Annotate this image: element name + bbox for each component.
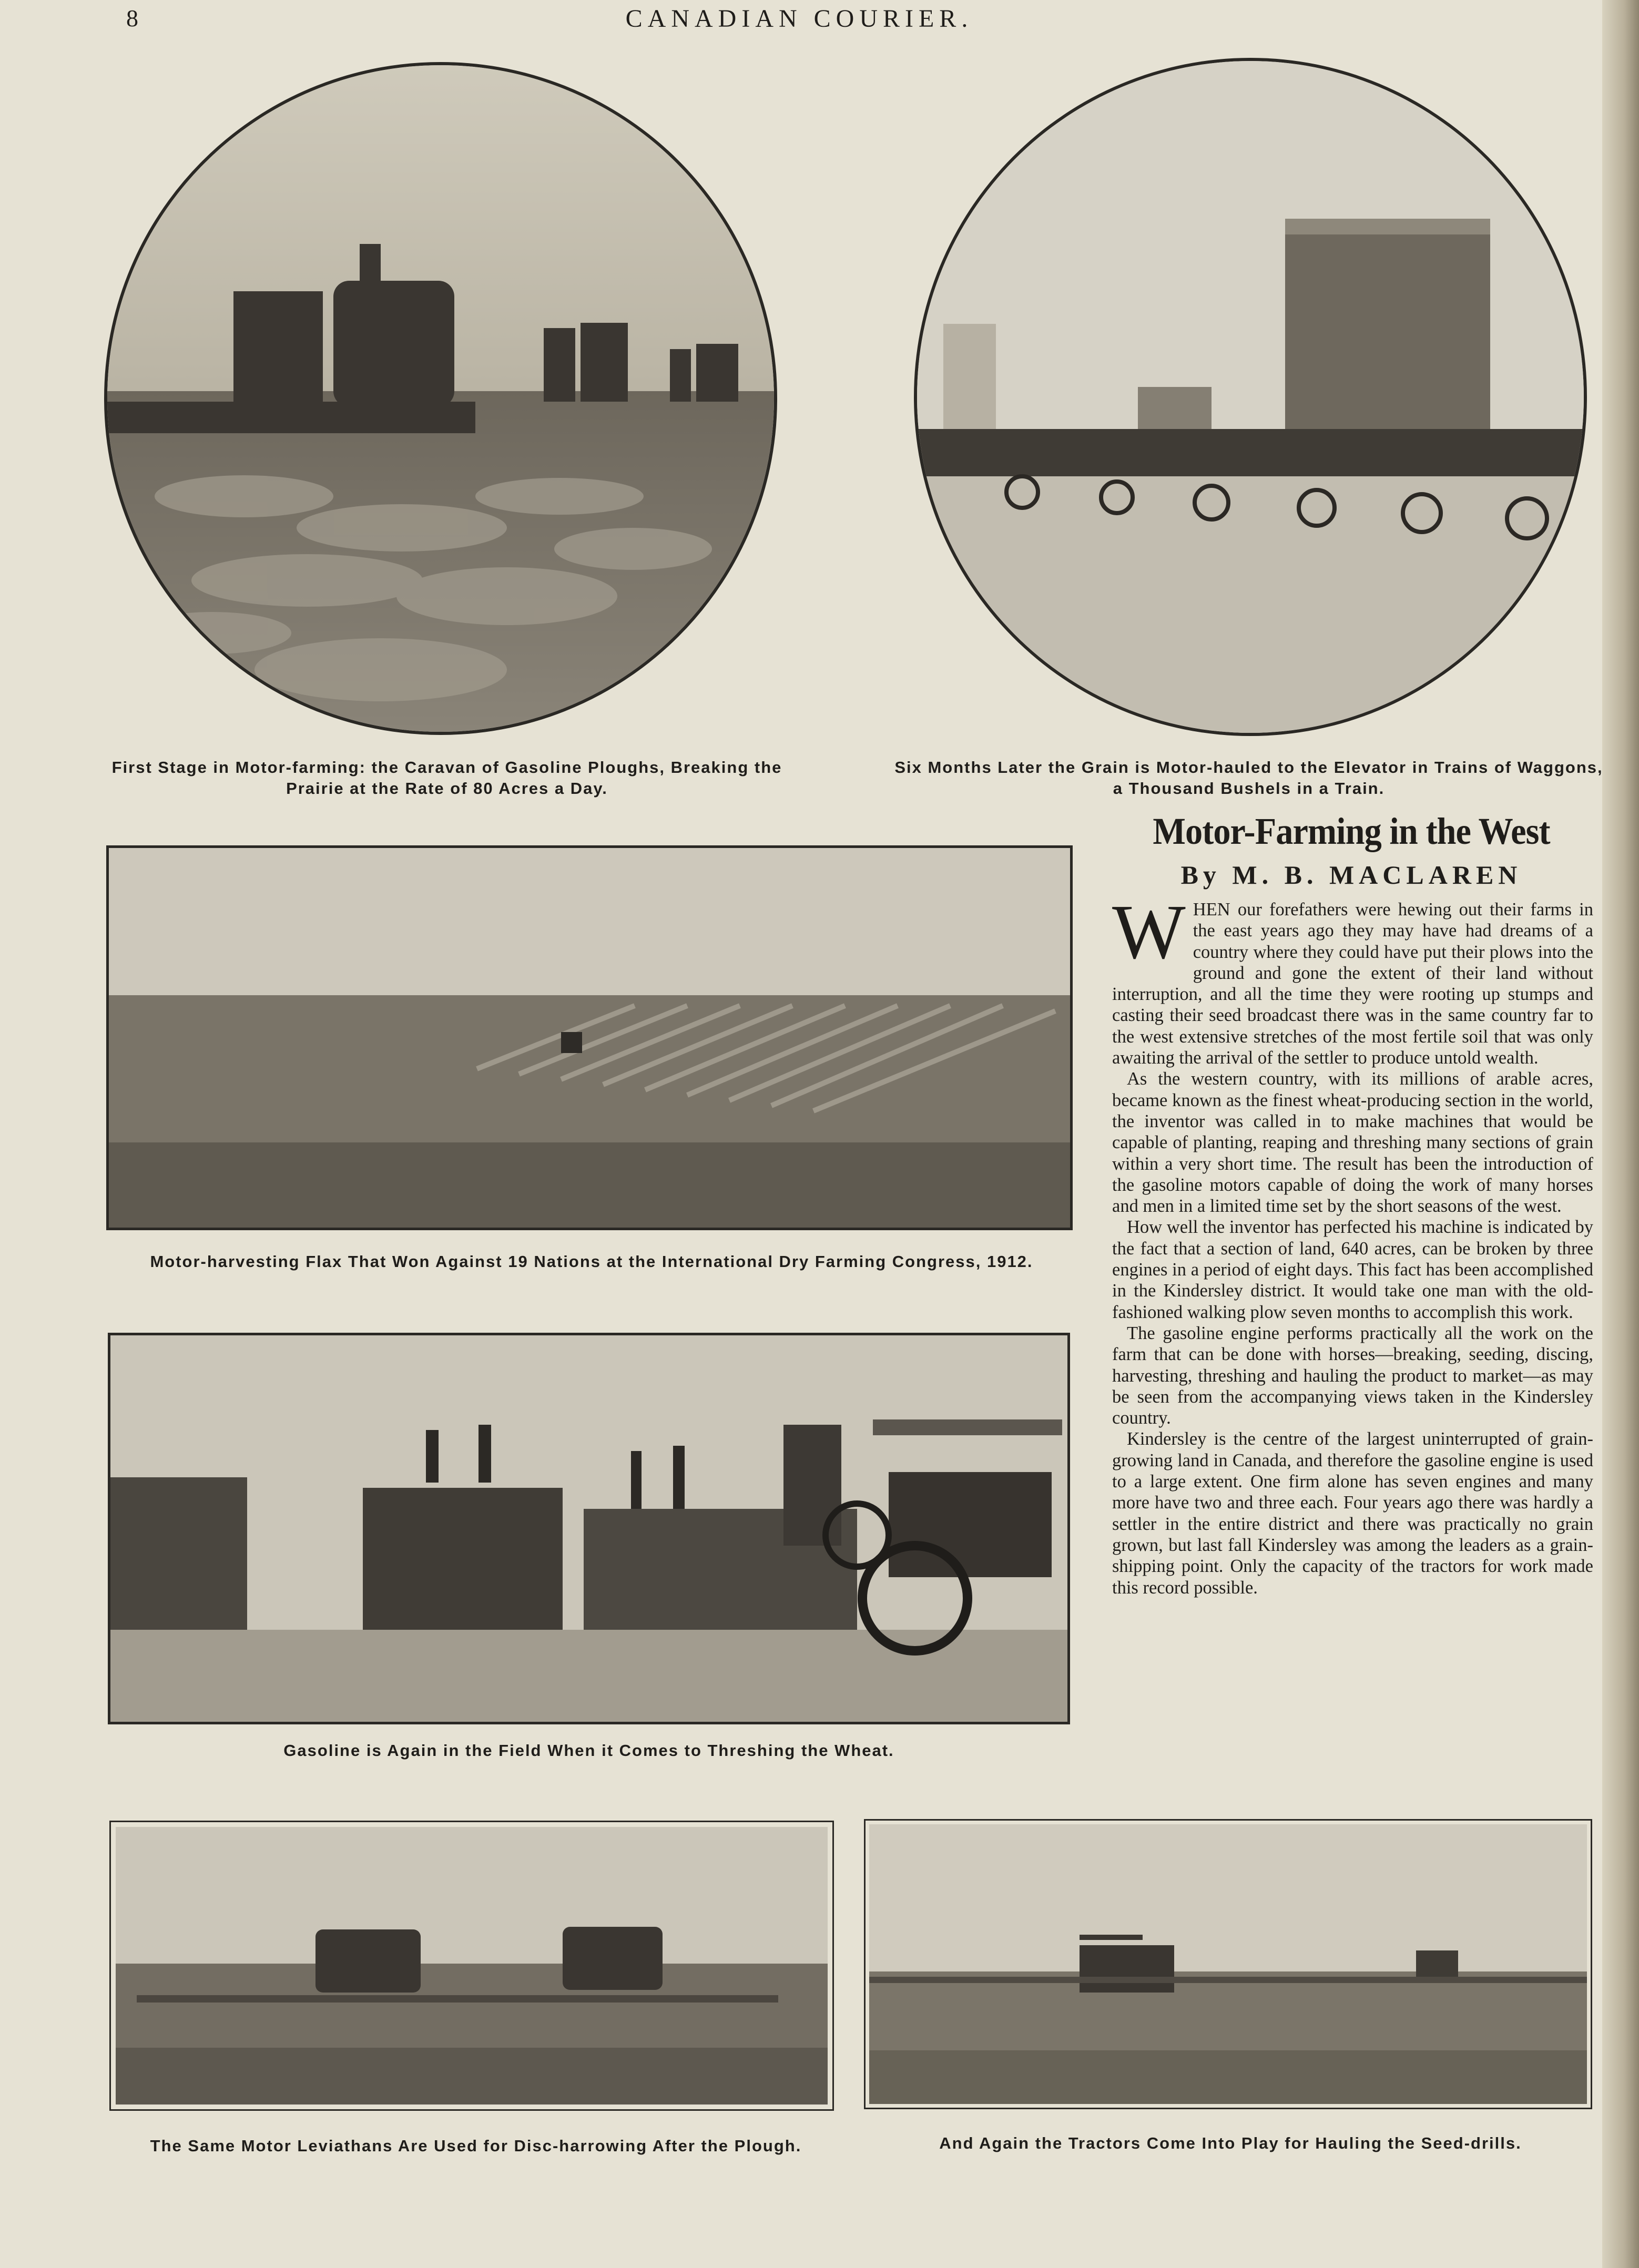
photo-seed-drills [869, 1824, 1587, 2104]
photo-harrowing [116, 1827, 828, 2104]
photo-ploughs [104, 62, 777, 735]
article-body [1112, 889, 1593, 1598]
caption-harrowing: The Same Motor Leviathans Are Used for Disc-harrowing After the Plough. [150, 2137, 802, 2155]
caption-seed-drills: And Again the Tractors Come Into Play for Hauling the Seed-drills. [939, 2134, 1522, 2152]
publication-title: CANADIAN COURIER. [625, 5, 973, 33]
page-number: 8 [126, 5, 138, 32]
photo-threshing [108, 1333, 1070, 1724]
article-paragraph-5: Kindersley is the centre of the largest uninterrupted of grain-growing land in Canada, and therefore the gasoline engine is used to a large extent. One firm alone has seven engines and many more have two and three each. Four years ago there was hardly a settler in the entire district and there was practically no grain grown, but last fall Kindersley was among the leaders as a grain-shipping point. Only the capacity of the tractors for work made this record possible. [1112, 1429, 1593, 1598]
article-paragraph-4: The gasoline engine performs practically all the work on the farm that can be done with horses—breaking, seeding, discing, harvesting, threshing and hauling the product to market—as may be seen from the accompanying views taken in the Kindersley country. [1112, 1323, 1593, 1428]
caption-elevator: Six Months Later the Grain is Motor-hauled to the Elevator in Trains of Waggons, a Thousand Bushels in a Train. [894, 758, 1603, 798]
caption-ploughs: First Stage in Motor-farming: the Caravan of Gasoline Ploughs, Breaking the Prairie at the Rate of 80 Acres a Day. [111, 758, 782, 798]
article-paragraph-3: How well the inventor has perfected his machine is indicated by the fact that a section of land, 640 acres, can be broken by three engines in a period of eight days. This fact has been accomplished in the Kindersley district. It would take one man with the old-fashioned walking plow seven months to accomplish this work. [1112, 1217, 1593, 1322]
article-paragraph-2: As the western country, with its millions of arable acres, became known as the finest wheat-producing section in the world, the inventor was called in to make machines that would be capable of planting, reaping and threshing many sections of grain within a very short time. The result has been the introduction of the gasoline motors capable of doing the work of many horses and men in a limited time set by the short seasons of the west. [1112, 1069, 1593, 1217]
photo-flax [106, 845, 1073, 1230]
drop-cap: W [1112, 889, 1186, 975]
article-paragraph-1-text: HEN our forefathers were hewing out their farms in the east years ago they may have had dreams of a country where they could have put their plows into the ground and gone the extent of their land without interruption, and all the time they were rooting up stumps and casting their seed broadcast there was in the same country far to the west extensive stretches of the most fertile soil that was only awaiting the arrival of the settler to produce untold wealth. [1112, 900, 1593, 1068]
article-paragraph-1 [1112, 889, 1593, 1068]
article-title: Motor-Farming in the West [1153, 810, 1550, 852]
page-header [0, 4, 1599, 36]
caption-flax: Motor-harvesting Flax That Won Against 19 Nations at the International Dry Farming Congress, 1912. [150, 1252, 1033, 1271]
page-edge [1602, 0, 1639, 2268]
photo-elevator [914, 58, 1587, 736]
caption-threshing: Gasoline is Again in the Field When it Comes to Threshing the Wheat. [283, 1741, 894, 1760]
article-byline: By M. B. MACLAREN [1180, 860, 1522, 890]
